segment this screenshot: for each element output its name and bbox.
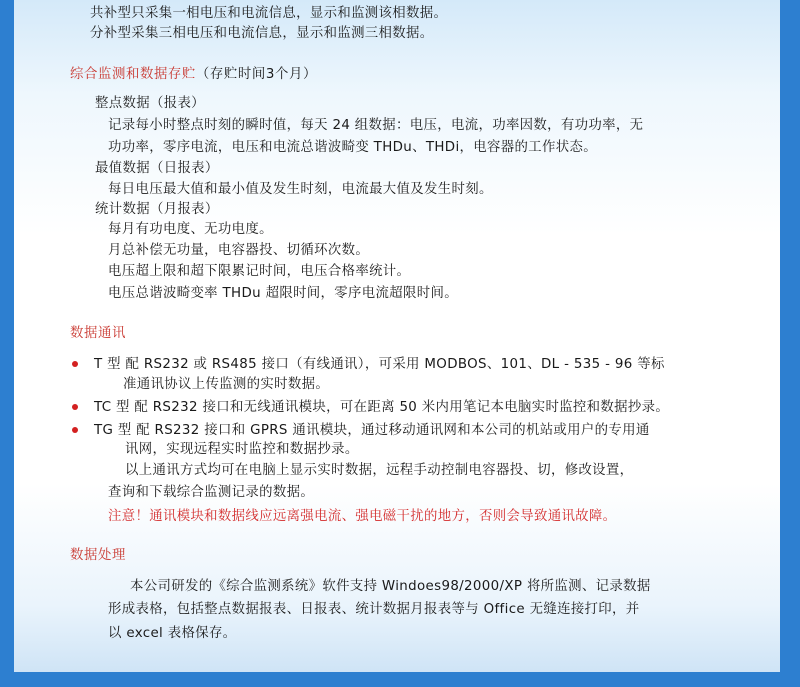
processing-line-2: 形成表格，包括整点数据报表、日报表、统计数据月报表等与 Office 无缝连接打印，并 <box>108 602 640 617</box>
comm-heading: 数据通讯 <box>70 326 126 341</box>
processing-line-3: 以 excel 表格保存。 <box>108 626 237 641</box>
intro-line-2: 分补型采集三相电压和电流信息，显示和监测三相数据。 <box>90 26 434 41</box>
hourly-data-title: 整点数据（报表） <box>95 96 205 111</box>
comm-tg-line-2: 讯网，实现远程实时监控和数据抄录。 <box>125 442 359 457</box>
content-panel <box>14 0 780 672</box>
stats-data-line-4: 电压总谐波畸变率 THDu 超限时间，零序电流超限时间。 <box>108 286 458 301</box>
monitoring-heading-text: 综合监测和数据存贮 <box>70 67 196 82</box>
extreme-data-title: 最值数据（日报表） <box>95 161 219 176</box>
comm-t-line-1: T 型 配 RS232 或 RS485 接口（有线通讯），可采用 MODBOS、101、DL - 535 - 96 等标 <box>94 357 665 372</box>
stats-data-line-2: 月总补偿无功量，电容器投、切循环次数。 <box>108 243 370 258</box>
comm-warning: 注意！通讯模块和数据线应远离强电流、强电磁干扰的地方，否则会导致通讯故障。 <box>108 509 617 524</box>
extreme-data-line-1: 每日电压最大值和最小值及发生时刻，电流最大值及发生时刻。 <box>108 182 493 197</box>
stats-data-title: 统计数据（月报表） <box>95 202 219 217</box>
stats-data-line-1: 每月有功电度、无功电度。 <box>108 222 273 237</box>
comm-summary-line-1: 以上通讯方式均可在电脑上显示实时数据，远程手动控制电容器投、切，修改设置， <box>125 463 634 478</box>
processing-heading: 数据处理 <box>70 548 126 563</box>
intro-line-1: 共补型只采集一相电压和电流信息，显示和监测该相数据。 <box>90 6 448 21</box>
comm-t-line-2: 准通讯协议上传监测的实时数据。 <box>123 377 330 392</box>
hourly-data-line-2: 功功率，零序电流，电压和电流总谐波畸变 THDu、THDi，电容器的工作状态。 <box>108 140 597 155</box>
monitoring-heading <box>70 66 317 84</box>
comm-summary-line-2: 查询和下载综合监测记录的数据。 <box>108 485 315 500</box>
bullet-dot <box>72 404 78 410</box>
hourly-data-line-1: 记录每小时整点时刻的瞬时值，每天 24 组数据：电压，电流，功率因数，有功功率，无 <box>108 118 644 133</box>
monitoring-heading-note: （存贮时间3个月） <box>195 67 317 82</box>
comm-tg-line-1: TG 型 配 RS232 接口和 GPRS 通讯模块，通过移动通讯网和本公司的机站或用户的专用通 <box>94 423 650 438</box>
bullet-dot <box>72 427 78 433</box>
stats-data-line-3: 电压超上限和超下限累记时间，电压合格率统计。 <box>108 264 411 279</box>
bullet-dot <box>72 361 78 367</box>
comm-tc-line-1: TC 型 配 RS232 接口和无线通讯模块，可在距离 50 米内用笔记本电脑实时监控和数据抄录。 <box>94 400 670 415</box>
processing-line-1: 本公司研发的《综合监测系统》软件支持 Windoes98/2000/XP 将所监测、记录数据 <box>130 579 651 594</box>
